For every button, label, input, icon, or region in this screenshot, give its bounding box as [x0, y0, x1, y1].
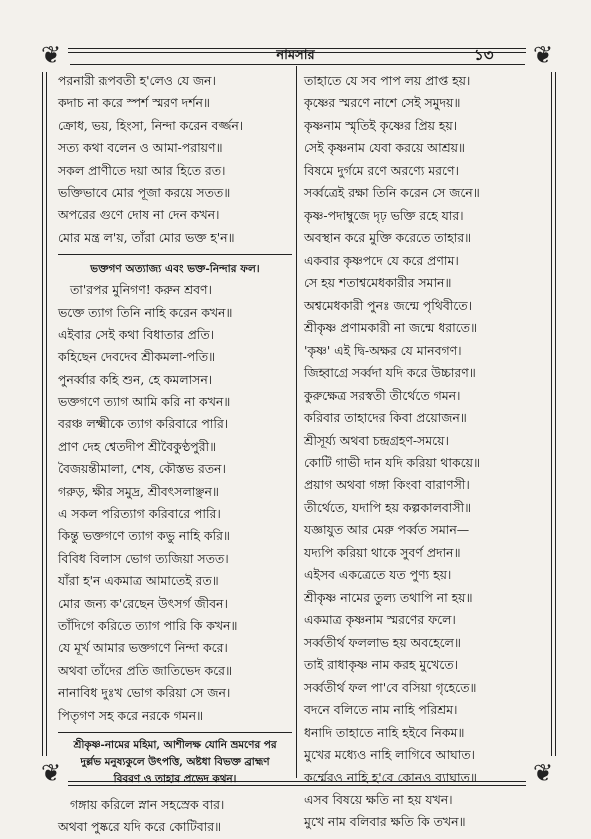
floral-corner-icon: ❦	[526, 756, 560, 790]
verse-line: কহিছেন দেবদেব শ্রীকমলা-পতি॥	[58, 349, 216, 365]
section-heading-line: দুর্ল্লভ মনুষ্যকুলে উৎপত্তি, অষ্টধা বিভক্ত ব্রাহ্মণ	[80, 755, 270, 768]
header-rule	[70, 64, 525, 65]
page-number: ১৩	[474, 46, 494, 64]
verse-line: প্রাণ দেহ শ্বেতদীপ শ্রীবৈকুণ্ঠপুরী॥	[58, 438, 217, 454]
verse-line: সকল প্রাণীতে দয়া আর হিতে রত।	[58, 162, 226, 178]
section-heading: ভক্তগণ অত্যাজ্য এবং ভক্ত-নিন্দার ফল।	[90, 263, 260, 276]
verse-line: একবার কৃষ্ণপদে যে করে প্রণাম।	[304, 252, 459, 268]
verse-line: অথবা পুষ্করে যদি করে কোটিবার॥	[58, 819, 222, 835]
verse-line: মোর মন্ত্র ল'য়, তাঁরা মোর ভক্ত হ'ন॥	[58, 229, 235, 245]
verse-line: কুরুক্ষেত্র সরস্বতী তীর্থেতে গমন।	[304, 387, 461, 403]
verse-line: কৃষ্ণের স্মরণে নাশে সেই সমুদয়॥	[304, 95, 461, 111]
section-heading-line: শ্রীকৃষ্ণ-নামের মহিমা, আশীলক্ষ যোনি ভ্রমণের পর	[73, 738, 277, 751]
verse-line: তাহাতে যে সব পাপ লয় প্রাপ্ত হয়।	[304, 73, 471, 88]
verse-line: অথবা তাঁদের প্রতি জাতিভেদ করে॥	[58, 662, 232, 678]
verse-line: 'কৃষ্ণ' এই দ্বি-অক্ষর যে মানবগণ।	[304, 342, 462, 358]
verse-line: তাঁদিগে করিতে ত্যাগ পারি কি কখন॥	[58, 617, 238, 633]
verse-line: সেই কৃষ্ণনাম যেবা করয়ে আশ্রয়॥	[304, 140, 465, 156]
verse-line: সর্ব্বতীর্থ ফললাভ হয় অবহেলে॥	[304, 634, 461, 650]
section-heading-line: বিবরণ ও তাহার প্রভেদ কথন।	[113, 772, 237, 785]
verse-line: বদনে বলিতে নাম নাহি পরিশ্রম।	[304, 702, 458, 718]
verse-line: যদ্যপি করিয়া থাকে সুবর্ণ প্রদান॥	[304, 544, 461, 560]
verse-line: তীর্থেতে, যদাপি হয় কল্পকালবাসী॥	[304, 499, 472, 515]
verse-line: তা'রপর মুনিগণ! করুন শ্রবণ।	[70, 282, 212, 298]
section-rule	[58, 732, 292, 733]
floral-corner-icon: ❦	[34, 756, 68, 790]
verse-line: বরঞ্চ লক্ষ্মীকে ত্যাগ করিবারে পারি।	[58, 416, 229, 432]
right-column	[304, 70, 546, 834]
section-rule	[58, 254, 292, 255]
verse-line: এসব বিষয়ে ক্ষতি না হয় যখন।	[304, 792, 453, 807]
verse-line: যজ্ঞাযুত আর মেরু পর্ব্বত সমান—	[304, 522, 470, 538]
verse-line: ক্রোধ, ভয়, হিংসা, নিন্দা করেন বর্জ্জন।	[58, 117, 244, 133]
verse-line: অপরের গুণে দোষ না দেন কখন।	[58, 207, 220, 223]
verse-line: বিবিধ বিলাস ভোগ ত্যজিয়া সতত।	[58, 550, 229, 566]
verse-line: কিন্তু ভক্তগণে ত্যাগ কভু নাহি করি॥	[58, 528, 230, 544]
verse-line: এইবার সেই কথা বিধাতার প্রতি।	[58, 326, 215, 342]
verse-line: নানাবিধ দুঃখ ভোগ করিয়া সে জন।	[58, 685, 231, 701]
floral-corner-icon: ❦	[526, 38, 560, 72]
column-divider	[296, 66, 297, 778]
verse-line: করিবার তাহাদের কিবা প্রয়োজন॥	[304, 410, 467, 426]
verse-line: যে মূর্খ আমার ভক্তগণে নিন্দা করে।	[58, 640, 228, 656]
verse-line: পুনর্ব্বার কহি শুন, হে কমলাসন।	[58, 371, 213, 387]
verse-line: কদাচ না করে স্পর্শ স্মরণ দর্শন॥	[58, 95, 210, 111]
left-column	[58, 70, 292, 839]
verse-line: ভক্তে ত্যাগ তিনি নাহি করেন কখন॥	[58, 304, 233, 320]
verse-line: মোর জন্য ক'রেছেন উৎসর্গ জীবন।	[58, 595, 228, 611]
verse-line: গরুড়, ক্ষীর সমুদ্র, শ্রীবৎসলাঞ্ছন॥	[58, 483, 219, 499]
verse-line: বৈজয়ন্তীমালা, শেষ, কৌস্তভ রতন।	[58, 461, 226, 477]
verse-line: কৃষ্ণনাম স্মৃতিই কৃষ্ণের প্রিয় হয়।	[304, 117, 458, 133]
verse-line: সে হয় শতাশ্বমেধকারীর সমান॥	[304, 275, 452, 291]
verse-line: প্রয়াগ অথবা গঙ্গা কিংবা বারাণসী।	[304, 477, 470, 493]
verse-line: শ্রীকৃষ্ণ নামের তুল্য তথাপি না হয়॥	[304, 589, 473, 605]
verse-line: জিহ্বাগ্রে সর্ব্বদা যদি করে উচ্চারণ॥	[304, 365, 476, 381]
verse-line: কোটি গাভী দান যদি করিয়া থাকয়ে॥	[304, 454, 480, 470]
verse-line: ভক্তিভাবে মোর পূজা করয়ে সতত॥	[58, 184, 231, 200]
verse-line: এ সকল পরিত্যাগ করিবারে পারি।	[58, 506, 221, 522]
verse-line: অশ্বমেধকারী পুনঃ জন্মে পৃথিবীতে।	[304, 297, 473, 313]
section-heading	[58, 737, 292, 788]
floral-corner-icon: ❦	[34, 38, 68, 72]
verse-line: শ্রীসূর্য্য অথবা চন্দ্রগ্রহণ-সময়ে।	[304, 432, 449, 448]
verse-line: মুখে নাম বলিবার ক্ষতি কি তখন॥	[304, 814, 466, 830]
verse-line: অবস্থান করে মুক্তি করেতে তাহার॥	[304, 230, 472, 246]
verse-line: মুখের মধ্যেও নাহি লাগিবে আঘাত।	[304, 747, 475, 763]
verse-line: ভক্তগণে ত্যাগ আমি করি না কখন॥	[58, 394, 231, 410]
verse-line: এইসব একত্রেতে যত পুণ্য হয়।	[304, 567, 452, 583]
verse-line: একমাত্র কৃষ্ণনাম স্মরণের ফলে।	[304, 612, 456, 628]
verse-line: সত্য কথা বলেন ও আমা-পরায়ণ॥	[58, 140, 223, 156]
verse-line: পিতৃগণ সহ করে নরকে গমন॥	[58, 707, 204, 723]
verse-line: যাঁরা হ'ন একমাত্র আমাতেই রত॥	[58, 573, 219, 589]
verse-line: সর্ব্বত্রেই রক্ষা তিনি করেন সে জনে॥	[304, 185, 480, 201]
verse-line: পরনারী রূপবতী হ'লেও যে জন।	[58, 73, 216, 88]
page-title: নামসার	[276, 48, 315, 63]
verse-line: গঙ্গায় করিলে স্নান সহস্রেক বার।	[70, 796, 225, 812]
verse-line: বিষমে দুর্গমে রণে অরণ্যে মরণে।	[304, 162, 459, 178]
verse-line: কৰ্ম্মেরও নাহি হ'বে কোনও ব্যাঘাত॥	[304, 769, 477, 785]
verse-line: সর্ব্বতীর্থ ফল পা'বে বসিয়া গৃহেতে॥	[304, 679, 477, 695]
verse-line: শ্রীকৃষ্ণ প্রণামকারী না জন্মে ধরাতে॥	[304, 320, 477, 336]
verse-line: কৃষ্ণ-পদাম্বুজে দৃঢ় ভক্তি রহে যার।	[304, 207, 464, 223]
verse-line: তাই রাধাকৃষ্ণ নাম করহ মুখেতে।	[304, 657, 459, 673]
verse-line: ধনাদি তাহাতে নাহি হইবে নিকম॥	[304, 724, 465, 740]
